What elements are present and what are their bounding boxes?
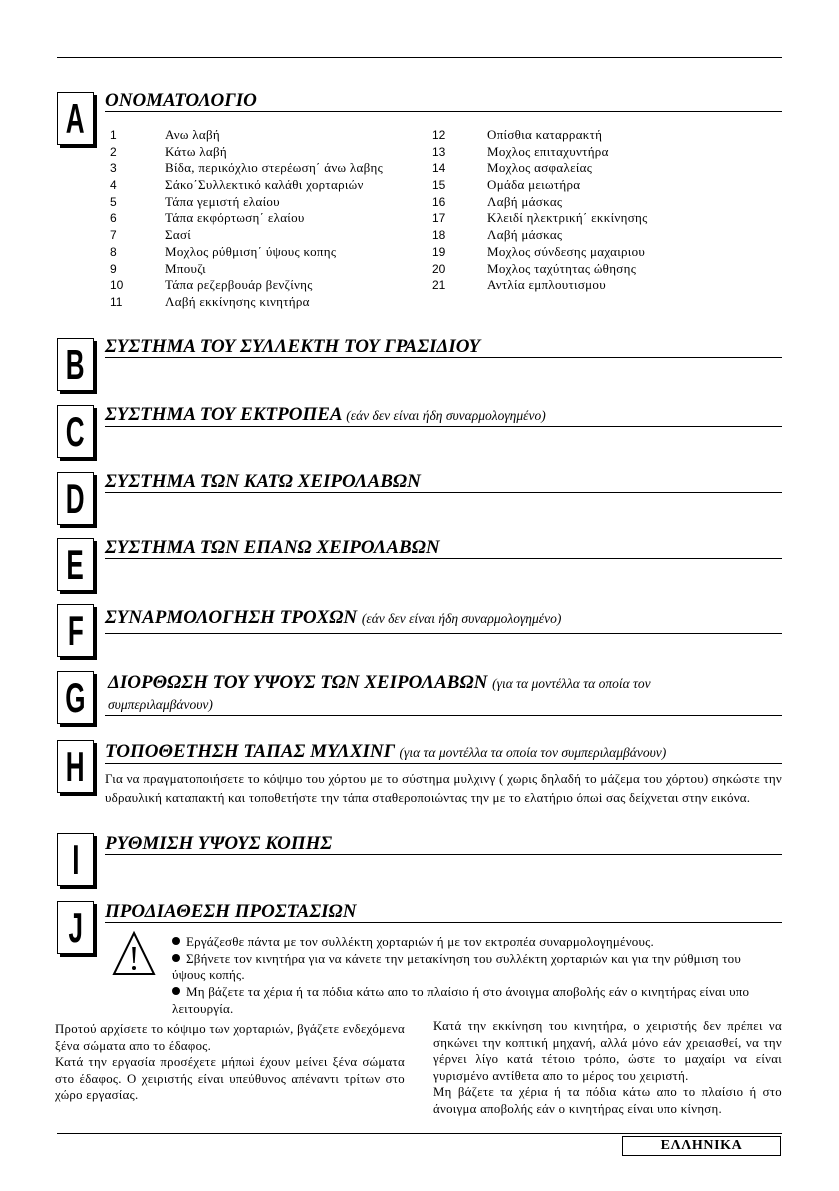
item-label: Μοχλος ασφαλείας bbox=[487, 160, 593, 176]
item-number: 15 bbox=[432, 178, 446, 193]
paragraph: Κατά την εκκίνηση του κινητήρα, ο χειριστής δεν πρέπει να σηκώνει την κοπτική μηχανή, αλλά μόνο εάν χρειασθεί, να την γέρνει λίγο κατά τέτοιο τρόπο, ώστε το μαχαίρι να είναι γυρισμένο αντίθετα απο το μέρος του χειριστή. bbox=[433, 1019, 782, 1083]
item-number: 2 bbox=[110, 144, 117, 159]
item-label: Ομάδα μειωτήρα bbox=[487, 177, 581, 193]
list-item bbox=[430, 244, 780, 261]
item-label: Σασί bbox=[165, 227, 192, 243]
paragraph: Κατά την εργασία προσέχετε μήπωi έχουν μείνει ξένα σώματα στο έδαφος. Ο χειριστής είναι υπεύθυνος απέναντι τρίτων στο χώρο εργασίας. bbox=[55, 1055, 405, 1103]
item-number: 16 bbox=[432, 194, 446, 209]
section-title: ΡΥΘΜΙΣΗ ΥΨΟΥΣ ΚΟΠΗΣ bbox=[105, 833, 333, 854]
list-item bbox=[430, 194, 780, 211]
item-label: Λαβή μάσκας bbox=[487, 193, 563, 209]
item-label: Τάπα γεμιστή ελαίου bbox=[165, 193, 280, 209]
section-title: ΣΥΣΤΗΜΑ ΤΟΥ ΕΚΤΡΟΠΕΑ bbox=[105, 404, 342, 425]
section-note: (εάν δεν είναι ήδη συναρμολογημένο) bbox=[346, 408, 546, 423]
section-letter: H bbox=[66, 742, 85, 790]
list-item bbox=[108, 210, 430, 227]
section-title: ΔΙΟΡΘΩΣΗ ΤΟΥ ΥΨΟΥΣ ΤΩΝ ΧΕΙΡΟΛΑΒΩΝ bbox=[108, 672, 488, 693]
list-item bbox=[108, 144, 430, 161]
item-number: 9 bbox=[110, 261, 117, 276]
section-note: (για τα μοντέλλα τα οποία τον συμπεριλαμβάνουν) bbox=[399, 745, 667, 760]
section-letter-h bbox=[57, 740, 94, 793]
list-item bbox=[108, 277, 430, 294]
section-letter: G bbox=[65, 673, 86, 721]
section-title: ΠΡΟΔΙΑΘΕΣΗ ΠΡΟΣΤΑΣΙΩΝ bbox=[105, 901, 357, 922]
list-item bbox=[430, 277, 780, 294]
list-item bbox=[430, 261, 780, 278]
section-letter-f bbox=[57, 604, 94, 657]
nomenclature-right-column bbox=[430, 127, 780, 294]
item-number: 12 bbox=[432, 128, 446, 142]
warning-list bbox=[172, 934, 770, 1018]
item-label: Κάτω λαβή bbox=[165, 143, 227, 159]
safety-left-column bbox=[55, 1021, 405, 1104]
item-number: 1 bbox=[110, 128, 117, 142]
section-body-h: Για να πραγματοποιήσετε το κόψιμο του χόρτου με το σύστημα μυλχινγ ( χωρις δηλαδή το μάζεμα του χόρτου) σηκώστε την υδραυλική καταπακτή και τοποθετήστε την τάπα σταθεροποιώντας την με το ελατήριο όπωi σας δείχνεται στην εικόνα. bbox=[105, 771, 782, 805]
item-label: Σάκο΄Συλλεκτικό καλάθι χορταριών bbox=[165, 177, 364, 193]
section-heading-g bbox=[105, 673, 782, 716]
section-letter-d bbox=[57, 472, 94, 525]
section-letter: D bbox=[66, 474, 85, 522]
section-title: ΣΥΣΤΗΜΑ ΤΟΥ ΣΥΛΛΕΚΤΗ ΤΟΥ ΓΡΑΣΙΔΙΟΥ bbox=[105, 336, 481, 357]
item-number: 4 bbox=[110, 178, 117, 193]
warning-item bbox=[172, 934, 770, 951]
list-item bbox=[430, 160, 780, 177]
item-number: 14 bbox=[432, 161, 446, 176]
item-label: Βίδα, περικόχλιο στερέωση΄ άνω λαβης bbox=[165, 160, 384, 176]
section-letter-i bbox=[57, 833, 94, 886]
list-item bbox=[108, 244, 430, 261]
list-item bbox=[430, 127, 780, 144]
section-letter: B bbox=[66, 340, 85, 388]
section-letter-e bbox=[57, 538, 94, 591]
section-letter: J bbox=[68, 903, 83, 951]
section-letter-b bbox=[57, 338, 94, 391]
item-label: Λαβή μάσκας bbox=[487, 227, 563, 243]
item-number: 21 bbox=[432, 278, 446, 293]
item-number: 20 bbox=[432, 261, 446, 276]
section-heading-i bbox=[105, 834, 782, 855]
warning-text: Εργάζεσθε πάντα με τον συλλέκτη χορταριών ή με τον εκτροπέα συναρμολογημένους. bbox=[186, 934, 654, 949]
item-label: Αντλία εμπλουτισμου bbox=[487, 277, 606, 293]
section-letter-c bbox=[57, 405, 94, 458]
item-number: 10 bbox=[110, 278, 124, 293]
section-letter-j bbox=[57, 901, 94, 954]
item-number: 17 bbox=[432, 211, 446, 226]
item-number: 13 bbox=[432, 144, 446, 159]
item-number: 8 bbox=[110, 244, 117, 259]
list-item bbox=[430, 177, 780, 194]
item-label: Μπουζι bbox=[165, 260, 206, 276]
section-note: (εάν δεν είναι ήδη συναρμολογημένο) bbox=[361, 611, 562, 626]
item-label: Κλειδί ηλεκτρική΄ εκκίνησης bbox=[487, 210, 648, 226]
section-heading-j bbox=[105, 902, 782, 923]
section-heading-f bbox=[105, 608, 782, 634]
bottom-rule bbox=[57, 1133, 782, 1134]
list-item bbox=[108, 160, 430, 177]
warning-icon bbox=[112, 930, 156, 976]
list-item bbox=[108, 194, 430, 211]
item-label: Μοχλος επιταχυντήρα bbox=[487, 143, 609, 159]
warning-item bbox=[172, 984, 770, 1017]
section-letter-g bbox=[57, 671, 94, 724]
section-title: ΟΝΟΜΑΤΟΛΟΓΙΟ bbox=[105, 90, 257, 111]
language-label: ΕΛΛΗΝΙΚΑ bbox=[622, 1136, 781, 1156]
paragraph: Μη βάζετε τα χέρια ή τα πόδια κάτω απο το πλαίσιο ή στο άνοιγμα αποβολής εάν ο κινητήρας είναι υπο κίνηση. bbox=[433, 1085, 782, 1116]
item-label: Ανω λαβή bbox=[165, 127, 221, 142]
item-label: Μοχλος ρύθμιση΄ ύψους κοπης bbox=[165, 243, 337, 259]
section-heading-d bbox=[105, 472, 782, 493]
item-number: 3 bbox=[110, 161, 117, 176]
item-label: Τάπα εκφόρτωση΄ ελαίου bbox=[165, 210, 305, 226]
list-item bbox=[108, 294, 430, 311]
item-label: Μοχλος σύνδεσης μαχαιριου bbox=[487, 243, 646, 259]
paragraph: Προτού αρχίσετε το κόψιμο των χορταριών, βγάζετε ενδεχόμενα ξένα σώματα απο το έδαφος. bbox=[55, 1022, 405, 1053]
section-letter: F bbox=[67, 606, 84, 654]
section-title: ΤΟΠΟΘΕΤΗΣΗ ΤΑΠΑΣ ΜΥΛΧΙΝΓ bbox=[105, 741, 395, 762]
safety-right-column bbox=[433, 1018, 782, 1118]
item-number: 5 bbox=[110, 194, 117, 209]
list-item bbox=[108, 177, 430, 194]
section-title: ΣΥΣΤΗΜΑ ΤΩΝ ΚΑΤΩ ΧΕΙΡΟΛΑΒΩΝ bbox=[105, 471, 421, 492]
list-item bbox=[430, 144, 780, 161]
list-item bbox=[108, 127, 430, 144]
item-label: Τάπα ρεζερβουάρ βενζίνης bbox=[165, 277, 313, 293]
item-number: 6 bbox=[110, 211, 117, 226]
section-heading-e bbox=[105, 538, 782, 559]
section-heading-a bbox=[105, 91, 782, 112]
list-item bbox=[430, 227, 780, 244]
list-item bbox=[108, 261, 430, 278]
list-item bbox=[430, 210, 780, 227]
section-heading-h bbox=[105, 742, 782, 764]
section-letter: A bbox=[66, 94, 85, 142]
section-letter: I bbox=[71, 835, 80, 883]
item-number: 18 bbox=[432, 228, 446, 243]
section-heading-b bbox=[105, 337, 782, 358]
warning-text: Σβήνετε τον κινητήρα για να κάνετε την μετακίνηση του συλλέκτη χορταριών και για την ρύθμιση του ύψους κοπής. bbox=[172, 950, 741, 983]
section-title: ΣΥΣΤΗΜΑ ΤΩΝ ΕΠΑΝΩ ΧΕΙΡΟΛΑΒΩΝ bbox=[105, 537, 440, 558]
top-rule bbox=[57, 57, 782, 58]
item-label: Λαβή εκκίνησης κινητήρα bbox=[165, 293, 310, 309]
list-item bbox=[108, 227, 430, 244]
item-label: Μοχλος ταχύτητας ώθησης bbox=[487, 260, 637, 276]
section-heading-c bbox=[105, 405, 782, 427]
section-letter-a bbox=[57, 92, 94, 145]
section-title: ΣΥΝΑΡΜΟΛΟΓΗΣΗ ΤΡΟΧΩΝ bbox=[105, 607, 358, 628]
nomenclature-left-column bbox=[108, 127, 430, 311]
item-label: Οπίσθια καταρρακτή bbox=[487, 127, 603, 142]
section-note: (για τα μοντέλλα τα οποία τον συμπεριλαμβάνουν) bbox=[108, 676, 651, 712]
item-number: 19 bbox=[432, 244, 446, 259]
warning-item bbox=[172, 951, 770, 984]
item-number: 11 bbox=[110, 294, 123, 309]
warning-text: Μη βάζετε τα χέρια ή τα πόδια κάτω απο το πλαίσιο ή στο άνοιγμα αποβολής εάν ο κινητήρας είναι υπο λειτουργία. bbox=[172, 984, 750, 1016]
section-letter: E bbox=[66, 540, 85, 588]
item-number: 7 bbox=[110, 228, 117, 243]
section-letter: C bbox=[66, 407, 85, 455]
